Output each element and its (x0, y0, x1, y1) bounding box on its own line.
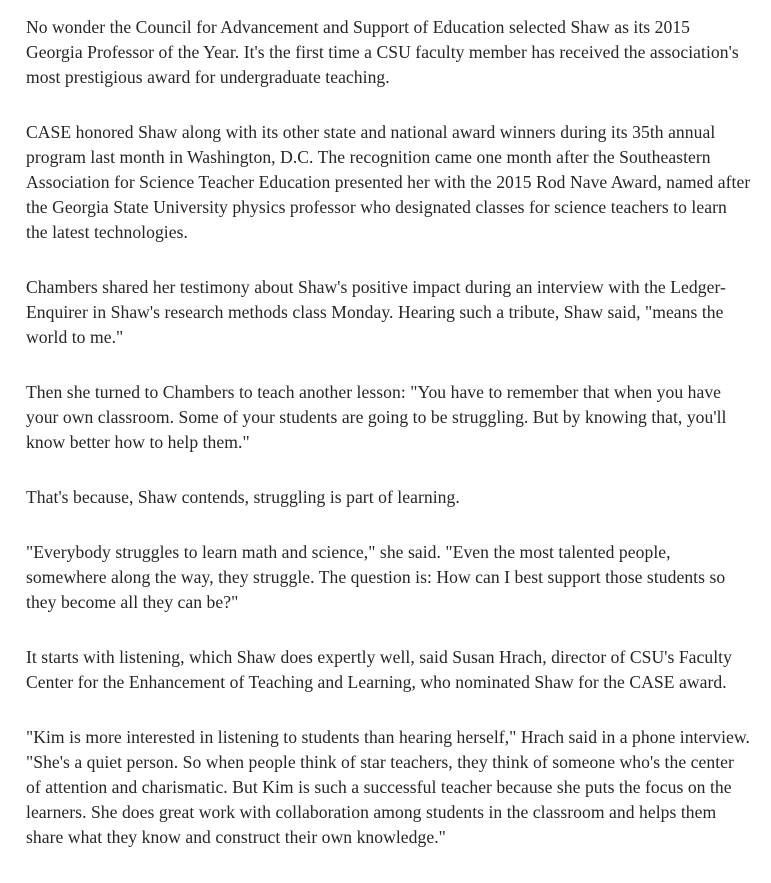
article-paragraph-1: No wonder the Council for Advancement and Support of Education selected Shaw as its 2015 Georgia Professor of the Year. It's the first time a CSU faculty member has received the association's most prestigious award for undergraduate teaching. (26, 17, 739, 87)
article-paragraph-8: "Kim is more interested in listening to students than hearing herself," Hrach said in a phone interview. "She's a quiet person. So when people think of star teachers, they think of someone who's the center of attention and charismatic. But Kim is such a successful teacher because she puts the focus on the learners. She does great work with collaboration among students in the classroom and helps them share what they know and construct their own knowledge." (26, 727, 750, 847)
article-paragraph-2: CASE honored Shaw along with its other state and national award winners during its 35th annual program last month in Washington, D.C. The recognition came one month after the Southeastern Association for Science Teacher Education presented her with the 2015 Rod Nave Award, named after the Georgia State University physics professor who designated classes for science teachers to learn the latest technologies. (26, 122, 751, 242)
article-paragraph-4: Then she turned to Chambers to teach another lesson: "You have to remember that when you have your own classroom. Some of your students are going to be struggling. But by knowing that, you'll know better how to help them." (26, 382, 727, 452)
article-paragraph-7: It starts with listening, which Shaw does expertly well, said Susan Hrach, director of CSU's Faculty Center for the Enhancement of Teaching and Learning, who nominated Shaw for the CASE award. (26, 647, 732, 692)
article-paragraph-6: "Everybody struggles to learn math and science," she said. "Even the most talented people, somewhere along the way, they struggle. The question is: How can I best support those students so they become all they can be?" (26, 542, 726, 612)
article-paragraph-3: Chambers shared her testimony about Shaw's positive impact during an interview with the Ledger-Enquirer in Shaw's research methods class Monday. Hearing such a tribute, Shaw said, "means the world to me." (26, 277, 726, 347)
article-paragraph-5: That's because, Shaw contends, struggling is part of learning. (26, 487, 460, 507)
